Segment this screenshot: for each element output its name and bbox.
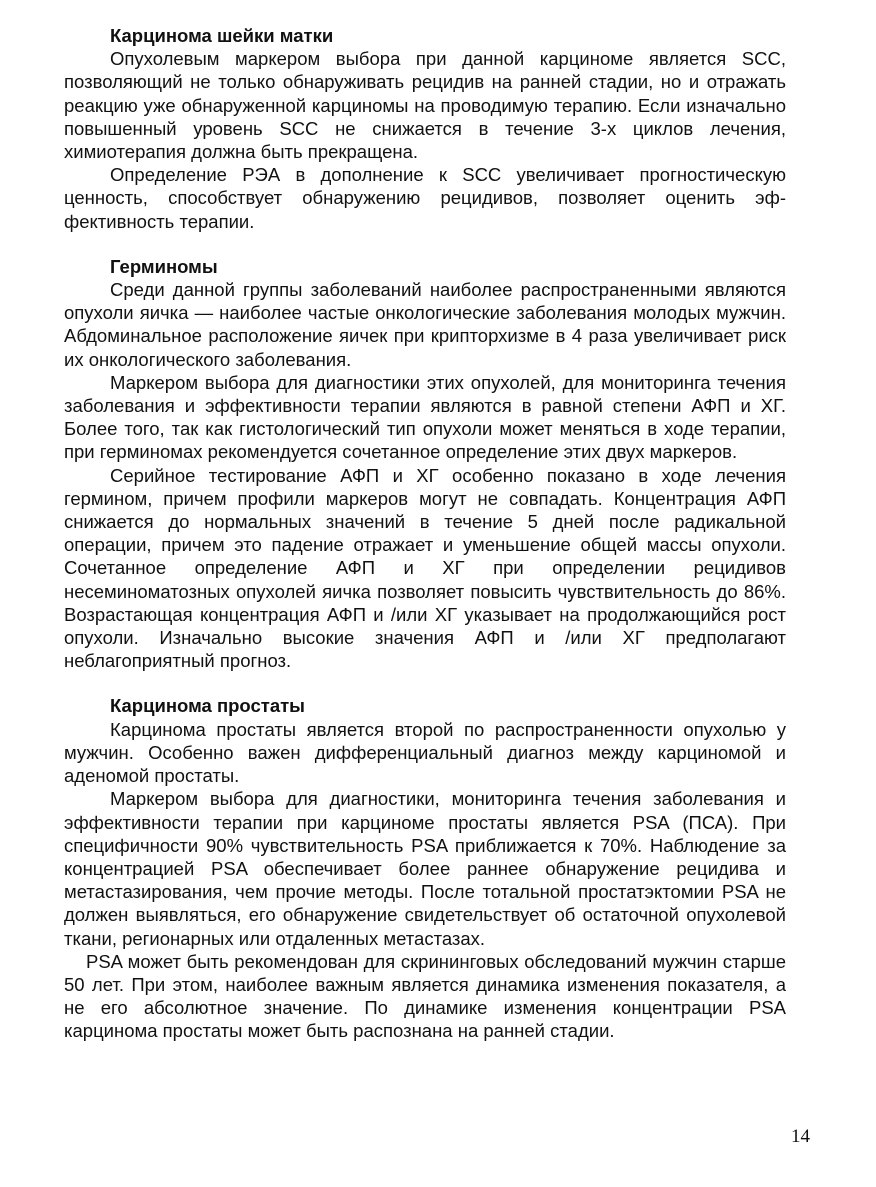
paragraph: Маркером выбора для диагностики, мониторинга течения заболевания и эффективности терапии при карциноме простаты является PSA (ПСА). При специфичности 90% чувствительность PSA приближается к 70%. Наблюдение за концентрацией PSA обеспечивает более раннее обнаружение рецидива и метастазирования, чем прочие методы. После тотальной простатэктомии PSA не должен выявляться, его обнаружение свидетельствует об остаточной опухолевой ткани, регионарных или отдаленных метастазах.: [64, 788, 786, 949]
section-prostate-carcinoma: [64, 694, 786, 1042]
page-number: 14: [791, 1126, 810, 1147]
paragraph: Серийное тестирование АФП и ХГ особенно показано в ходе лечения гермином, причем профили маркеров могут не совпадать. Концентрация АФП снижается до нормальных значений в течение 5 дней после радикальной операции, причем это падение отражает и уменьшение общей массы опухоли. Сочетанное определение АФП и ХГ при определении рецидивов несеминоматозных опухолей яичка позволяет повысить чувствительность до 86%. Возрастающая концентрация АФП и /или ХГ указывает на продолжающийся рост опухоли. Изначально высокие значения АФП и /или ХГ предполагают неблагоприятный прогноз.: [64, 464, 786, 672]
section-cervical-carcinoma: [64, 24, 786, 233]
section-heading: Карцинома простаты: [110, 695, 305, 717]
paragraph: Среди данной группы заболеваний наиболее распространенными являются опухоли яичка — наиболее частые онкологические заболевания молодых мужчин. Абдоминальное расположение яичек при крипторхизме в 4 раза увеличивает риск их онкологического заболевания.: [64, 279, 786, 370]
section-heading: Карцинома шейки матки: [110, 25, 334, 46]
paragraph: PSA может быть рекомендован для скрининговых обследований мужчин старше 50 лет. При этом, наиболее важным является динамика изменения показателя, а не его абсолютное значение. По динамике изменения концентрации PSA карцинома простаты может быть распознана на ранней стадии.: [64, 950, 786, 1042]
page-content: [64, 24, 786, 1043]
section-heading: Герминомы: [110, 255, 218, 277]
paragraph: Маркером выбора для диагностики этих опухолей, для мониторинга течения заболевания и эффективности терапии являются в равной степени АФП и ХГ. Более того, так как гистологический тип опухоли может меняться в ходе терапии, при герминомах рекомендуется сочетанное определение этих двух маркеров.: [64, 371, 786, 463]
paragraph: Опухолевым маркером выбора при данной карциноме является SCC, позволяющий не только обнаруживать рецидив на ранней стадии, но и отражать реакцию уже обнаруженной карциномы на проводимую терапию. Если изначально повышенный уровень SCC не снижается в течение 3-х циклов лечения, химиотерапия должна быть прекращена.: [64, 48, 786, 163]
paragraph: Определение РЭА в дополнение к SCC увеличивает прогностическую ценность, способствует обнаружению рецидивов, позволяет оценить эффективность терапии.: [64, 164, 786, 232]
paragraph: Карцинома простаты является второй по распространенности опухолью у мужчин. Особенно важен дифференциальный диагноз между карциномой и аденомой простаты.: [64, 718, 786, 787]
section-germinomas: [64, 255, 786, 673]
